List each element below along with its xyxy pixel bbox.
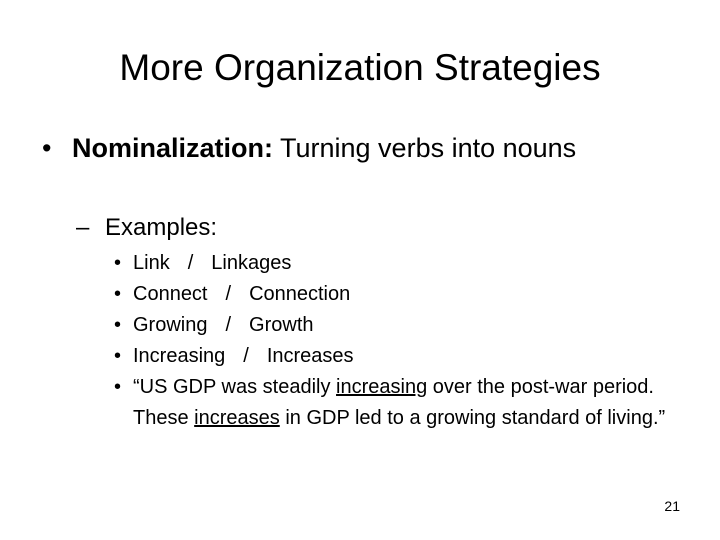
main-bullet [42,128,576,168]
list-item [114,341,694,372]
examples-label: Examples: [105,214,218,241]
bullet-dot: • [42,133,52,163]
bullet-dot: • [114,376,122,398]
example-noun: Increases [266,345,354,367]
quote-underlined-verb: increasing [336,376,428,398]
separator: / [225,283,232,305]
quote-part: over the post-war period. These [133,376,665,429]
example-verb: Growing [133,314,208,336]
quote-part: in GDP led to a growing standard of living.” [279,407,666,429]
example-verb: Increasing [133,345,226,367]
bullet-definition: Turning verbs into nouns [273,133,577,163]
example-noun: Connection [249,283,351,305]
bullet-dot: • [114,314,122,336]
example-noun: Linkages [211,252,292,274]
bullet-dot: • [114,252,122,274]
page-number: 21 [664,498,680,514]
bullet-dot: • [114,283,122,305]
list-item [114,310,694,341]
bullet-term: Nominalization: [72,133,273,163]
quote-underlined-noun: increases [194,407,280,429]
bullet-dot: • [114,345,122,367]
quote-text [133,376,665,429]
example-verb: Connect [133,283,208,305]
quote-part: “US GDP was steadily [133,376,337,398]
slide-title: More Organization Strategies [119,47,601,88]
list-item-quote [114,372,694,434]
separator: / [187,252,194,274]
list-item [114,279,694,310]
list-item [114,248,694,279]
separator: / [243,345,249,367]
separator: / [225,314,232,336]
examples-subheading [76,211,217,245]
example-noun: Growth [249,314,314,336]
examples-list [114,248,694,434]
dash-marker: – [76,214,90,241]
example-verb: Link [133,252,170,274]
